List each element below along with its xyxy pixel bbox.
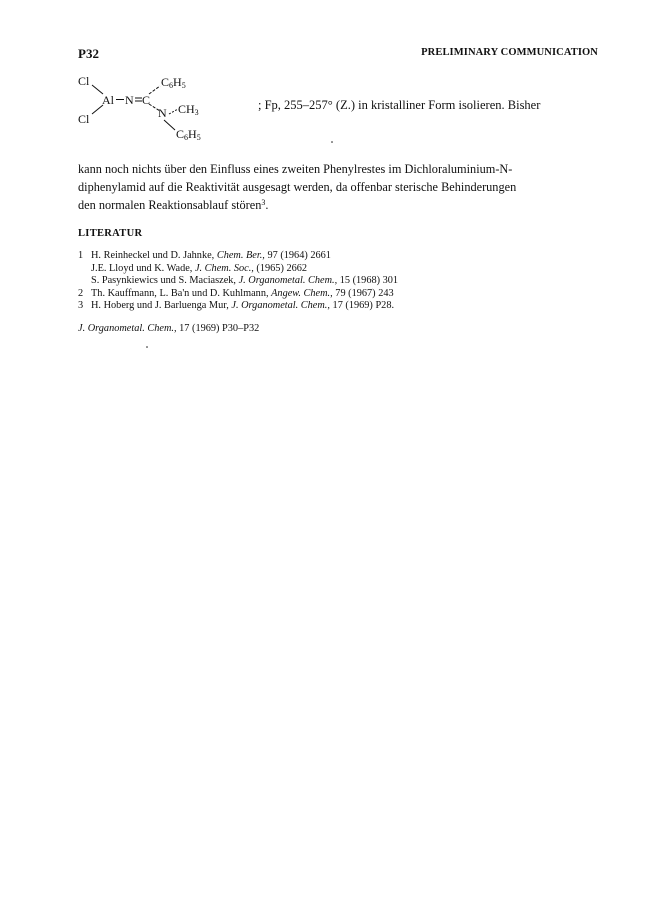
c6h5-bot-5: 5 (196, 133, 201, 142)
footnote-reference: 3 (261, 198, 266, 207)
running-head: PRELIMINARY COMMUNICATION (421, 47, 598, 58)
reference-journal: Chem. Ber., (216, 250, 265, 261)
scan-speck (331, 141, 333, 143)
paragraph-line-1: kann noch nichts über den Einfluss eines zweiten Phenylrestes im Dichloraluminium-N- (78, 162, 513, 176)
reference-details: 15 (1968) 301 (337, 275, 399, 287)
citation-details: 17 (1969) P30–P32 (176, 323, 260, 334)
reference-number: 1 (78, 250, 84, 261)
reference-number: 2 (78, 287, 84, 299)
atom-al: Al (102, 93, 114, 107)
c6h5-top-6: 6 (169, 81, 174, 90)
reference-item (78, 275, 598, 288)
ch3-3: 3 (194, 108, 199, 117)
bond-c-phenyl (149, 86, 160, 94)
reference-item (78, 300, 598, 313)
melting-point-text: ; Fp, 255–257° (Z.) in kristalliner Form isolieren. Bisher (258, 98, 541, 112)
reference-details: 79 (1967) 243 (332, 287, 394, 299)
reference-item (78, 263, 598, 276)
c6h5-top-c: C (161, 75, 170, 89)
reference-journal: J. Chem. Soc., (194, 262, 254, 274)
reference-authors: H. Reinheckel und D. Jahnke, (91, 250, 217, 261)
paragraph-line-2: diphenylamid auf die Reaktivität ausgesagt werden, da offenbar sterische Behinderungen (78, 180, 517, 194)
page-header (78, 46, 598, 62)
c6h5-top-h: H (173, 75, 182, 89)
chemical-structure (78, 72, 258, 144)
c6h5-bot-c: C (176, 127, 185, 141)
group-c6h5-bottom (176, 127, 201, 142)
reference-authors: S. Pasynkiewics und S. Maciaszek, (91, 275, 239, 287)
paragraph-line-3-end: . (265, 198, 269, 212)
reference-details: 97 (1964) 2661 (264, 250, 331, 261)
atom-n-amine: N (158, 106, 167, 120)
page-number: P32 (78, 46, 99, 61)
citation-journal: J. Organometal. Chem., (78, 323, 177, 334)
reference-text (91, 275, 398, 288)
reference-details: 17 (1969) P28. (329, 300, 395, 312)
reference-text (91, 263, 307, 276)
structure-drawing (78, 72, 258, 144)
reference-journal: J. Organometal. Chem., (231, 300, 330, 312)
bond-n-ch3 (169, 109, 178, 114)
reference-text (91, 288, 394, 301)
literature-heading: LITERATUR (78, 228, 143, 239)
reference-text (91, 250, 331, 263)
reference-list (78, 250, 598, 313)
paragraph-line-3 (78, 196, 608, 214)
atom-n-imine: N (125, 93, 134, 107)
journal-citation (78, 323, 259, 334)
atom-c-imine: C (142, 93, 151, 107)
reference-item (78, 250, 598, 263)
paragraph-line-3-text: den normalen Reaktionsablauf stören (78, 198, 262, 212)
reference-journal: J. Organometal. Chem., (238, 275, 338, 287)
reference-details: (1965) 2662 (253, 262, 308, 274)
atom-cl-top: Cl (78, 74, 90, 88)
reference-item (78, 288, 598, 301)
c6h5-bot-6: 6 (184, 133, 189, 142)
bond-n-phenyl (164, 120, 175, 130)
group-ch3 (178, 102, 199, 117)
group-c6h5-top (161, 75, 186, 90)
reference-number: 3 (78, 300, 84, 312)
ch3-ch: CH (178, 102, 195, 116)
c6h5-top-5: 5 (181, 81, 186, 90)
reference-authors: J.E. Lloyd und K. Wade, (91, 262, 195, 274)
body-paragraph (78, 160, 608, 214)
reference-authors: H. Hoberg und J. Barluenga Mur, (91, 300, 232, 312)
reference-authors: Th. Kauffmann, L. Ba'n und D. Kuhlmann, (91, 287, 272, 299)
reference-text (91, 300, 394, 313)
scan-speck (146, 346, 148, 348)
c6h5-bot-h: H (188, 127, 197, 141)
reference-journal: Angew. Chem., (271, 287, 333, 299)
atom-cl-bottom: Cl (78, 112, 90, 126)
